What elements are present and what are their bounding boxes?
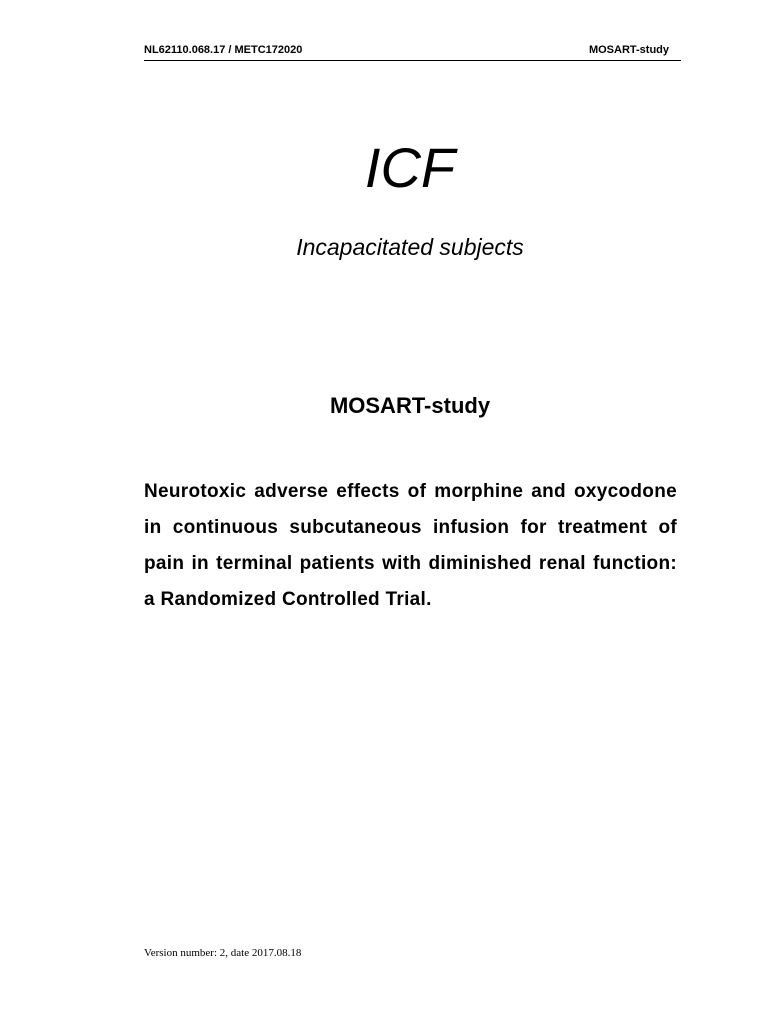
page-header (144, 43, 681, 61)
study-name: MOSART-study (329, 393, 491, 418)
study-description: Neurotoxic adverse effects of morphine and oxycodone in continuous subcutaneous infusion for treatment of pain in terminal patients with diminished renal function: a Randomized Controlled Trial. (144, 481, 677, 610)
document-title: ICF (364, 136, 456, 199)
document-subtitle: Incapacitated subjects (296, 234, 524, 260)
header-protocol-number: NL62110.068.17 / METC172020 (144, 44, 303, 56)
version-footer: Version number: 2, date 2017.08.18 (144, 947, 302, 959)
header-study-name: MOSART-study (588, 44, 669, 56)
